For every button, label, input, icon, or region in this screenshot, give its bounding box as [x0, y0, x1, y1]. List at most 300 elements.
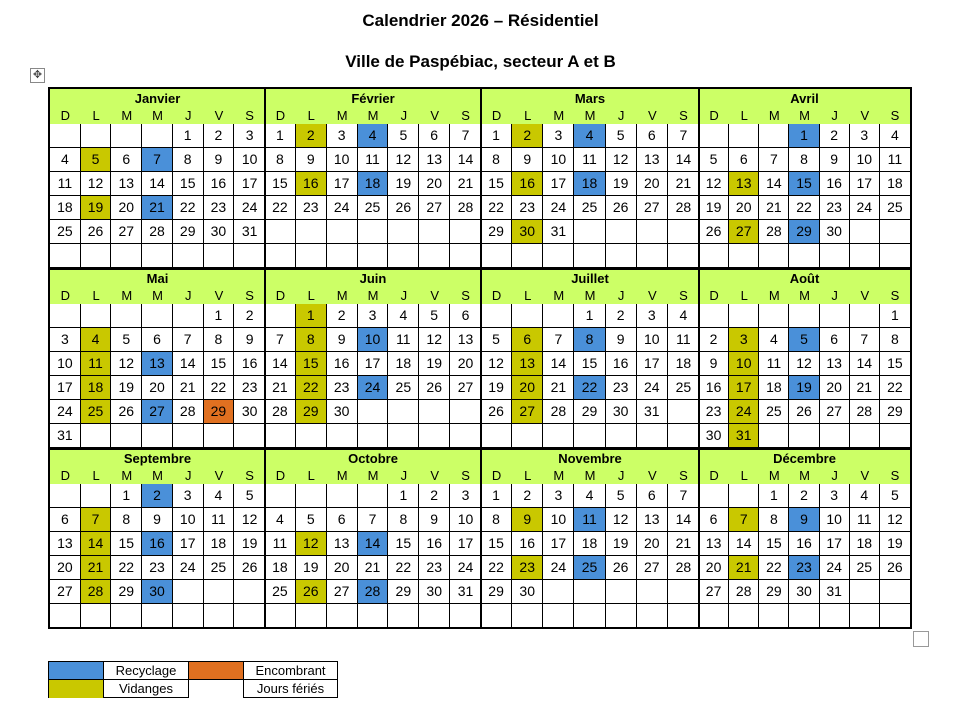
- day-cell: 1: [388, 484, 419, 508]
- weekday-header: L: [740, 468, 748, 483]
- month-juin: [265, 269, 481, 448]
- day-cell: 16: [204, 172, 235, 196]
- month-separator: [264, 89, 266, 627]
- day-cell: 10: [234, 148, 265, 172]
- day-cell: 7: [850, 328, 880, 352]
- day-cell: 26: [234, 556, 265, 580]
- day-cell: 9: [204, 148, 235, 172]
- day-cell: 23: [512, 196, 543, 220]
- day-cell: 15: [296, 352, 327, 376]
- day-cell: 9: [699, 352, 729, 376]
- weekday-header: M: [584, 468, 596, 483]
- empty-cell: [388, 424, 419, 448]
- weekday-header: M: [121, 288, 133, 303]
- month-separator: [480, 89, 482, 627]
- day-cell: 2: [296, 124, 327, 148]
- month-name: Décembre: [773, 451, 836, 466]
- day-cell: 30: [419, 580, 450, 604]
- day-cell: 19: [880, 532, 910, 556]
- day-cell: 22: [574, 376, 605, 400]
- weekday-header: J: [617, 288, 625, 303]
- day-cell: 2: [789, 484, 819, 508]
- empty-cell: [880, 580, 910, 604]
- day-cell: 25: [50, 220, 81, 244]
- day-cell: 2: [512, 484, 543, 508]
- day-cell: 12: [481, 352, 512, 376]
- day-cell: 29: [574, 400, 605, 424]
- day-cell: 6: [820, 328, 850, 352]
- month-name: Juillet: [571, 271, 609, 286]
- day-cell: 16: [234, 352, 265, 376]
- month-name: Juin: [359, 271, 387, 286]
- day-cell: 18: [574, 172, 605, 196]
- day-cell: 18: [388, 352, 419, 376]
- day-cell: 8: [481, 508, 512, 532]
- day-cell: 16: [296, 172, 327, 196]
- legend-label-vidanges: Vidanges: [104, 680, 189, 698]
- day-cell: 21: [850, 376, 880, 400]
- day-cell: 21: [358, 556, 389, 580]
- day-cell: 31: [234, 220, 265, 244]
- empty-cell: [880, 604, 910, 628]
- month-header: [481, 89, 699, 124]
- day-cell: 16: [142, 532, 173, 556]
- empty-cell: [759, 304, 789, 328]
- day-cell: 31: [729, 424, 759, 448]
- legend-swatch-encombrant: [189, 662, 244, 680]
- empty-cell: [296, 244, 327, 268]
- month-header: [481, 269, 699, 304]
- day-cell: 24: [543, 196, 574, 220]
- legend-label-feries: Jours fériés: [256, 681, 325, 696]
- empty-cell: [265, 304, 296, 328]
- empty-cell: [358, 244, 389, 268]
- day-cell: 12: [699, 172, 729, 196]
- day-cell: 11: [358, 148, 389, 172]
- weekday-header: J: [831, 468, 838, 483]
- day-cell: 20: [699, 556, 729, 580]
- empty-cell: [668, 220, 699, 244]
- day-cell: 14: [668, 508, 699, 532]
- empty-cell: [880, 244, 910, 268]
- weekday-header: D: [491, 468, 502, 483]
- empty-cell: [606, 424, 637, 448]
- day-cell: 22: [481, 556, 512, 580]
- day-cell: 4: [50, 148, 81, 172]
- day-cell: 26: [111, 400, 142, 424]
- weekday-header: L: [307, 108, 315, 123]
- weekday-header: M: [152, 108, 163, 123]
- empty-cell: [637, 424, 668, 448]
- day-cell: 29: [759, 580, 789, 604]
- day-cell: 13: [729, 172, 759, 196]
- day-cell: 19: [419, 352, 450, 376]
- empty-cell: [50, 304, 81, 328]
- day-cell: 5: [606, 124, 637, 148]
- empty-cell: [729, 124, 759, 148]
- month-name: Janvier: [134, 91, 181, 106]
- day-cell: 11: [574, 508, 605, 532]
- day-cell: 14: [142, 172, 173, 196]
- day-cell: 22: [111, 556, 142, 580]
- empty-cell: [759, 124, 789, 148]
- day-cell: 3: [820, 484, 850, 508]
- day-cell: 12: [296, 532, 327, 556]
- day-cell: 3: [358, 304, 389, 328]
- empty-cell: [419, 604, 450, 628]
- day-cell: 12: [388, 148, 419, 172]
- empty-cell: [606, 220, 637, 244]
- empty-cell: [574, 604, 605, 628]
- empty-cell: [234, 580, 265, 604]
- empty-cell: [668, 400, 699, 424]
- empty-cell: [606, 244, 637, 268]
- empty-cell: [759, 604, 789, 628]
- empty-cell: [759, 244, 789, 268]
- day-cell: 21: [81, 556, 112, 580]
- day-cell: 7: [729, 508, 759, 532]
- weekday-header: S: [245, 468, 254, 483]
- day-cell: 14: [850, 352, 880, 376]
- day-cell: 7: [173, 328, 204, 352]
- empty-cell: [637, 220, 668, 244]
- empty-cell: [173, 424, 204, 448]
- empty-cell: [574, 244, 605, 268]
- weekday-header: S: [890, 288, 900, 303]
- day-cell: 10: [327, 148, 358, 172]
- day-cell: 5: [111, 328, 142, 352]
- empty-cell: [419, 244, 450, 268]
- day-cell: 4: [668, 304, 699, 328]
- day-cell: 2: [512, 124, 543, 148]
- empty-cell: [729, 244, 759, 268]
- day-cell: 5: [789, 328, 819, 352]
- day-cell: 23: [820, 196, 850, 220]
- empty-cell: [111, 124, 142, 148]
- day-cell: 31: [50, 424, 81, 448]
- day-cell: 5: [388, 124, 419, 148]
- empty-cell: [699, 604, 729, 628]
- page-title: Calendrier 2026 – Résidentiel: [362, 11, 599, 30]
- day-cell: 6: [637, 484, 668, 508]
- empty-cell: [388, 604, 419, 628]
- month-novembre: [481, 449, 699, 628]
- day-cell: 6: [450, 304, 481, 328]
- day-cell: 3: [543, 124, 574, 148]
- empty-cell: [296, 220, 327, 244]
- empty-cell: [637, 244, 668, 268]
- weekday-header: L: [307, 468, 315, 483]
- day-cell: 10: [358, 328, 389, 352]
- legend-label-recycling: Recyclage: [104, 662, 189, 680]
- day-cell: 13: [142, 352, 173, 376]
- day-cell: 30: [327, 400, 358, 424]
- weekday-header: V: [860, 108, 870, 123]
- day-cell: 7: [668, 484, 699, 508]
- day-cell: 3: [729, 328, 759, 352]
- empty-cell: [327, 604, 358, 628]
- day-cell: 30: [512, 220, 543, 244]
- empty-cell: [327, 244, 358, 268]
- day-cell: 27: [512, 400, 543, 424]
- day-cell: 6: [729, 148, 759, 172]
- weekday-header: S: [679, 108, 688, 123]
- day-cell: 24: [729, 400, 759, 424]
- day-cell: 26: [789, 400, 819, 424]
- day-cell: 8: [296, 328, 327, 352]
- day-cell: 4: [759, 328, 789, 352]
- day-cell: 3: [850, 124, 880, 148]
- day-cell: 7: [759, 148, 789, 172]
- month-septembre: [50, 449, 265, 628]
- weekday-header: S: [679, 288, 688, 303]
- day-cell: 5: [880, 484, 910, 508]
- month-mai: [50, 269, 265, 448]
- day-cell: 11: [388, 328, 419, 352]
- day-cell: 2: [142, 484, 173, 508]
- empty-cell: [111, 244, 142, 268]
- weekday-header: S: [461, 468, 470, 483]
- empty-cell: [142, 424, 173, 448]
- legend-label-encombrant: Encombrant: [244, 662, 337, 680]
- day-cell: 17: [358, 352, 389, 376]
- day-cell: 3: [450, 484, 481, 508]
- day-cell: 15: [388, 532, 419, 556]
- empty-cell: [265, 484, 296, 508]
- day-cell: 3: [234, 124, 265, 148]
- empty-cell: [481, 424, 512, 448]
- empty-cell: [50, 244, 81, 268]
- day-cell: 28: [358, 580, 389, 604]
- day-cell: 5: [606, 484, 637, 508]
- empty-cell: [173, 580, 204, 604]
- day-cell: 17: [820, 532, 850, 556]
- empty-cell: [789, 604, 819, 628]
- day-cell: 7: [358, 508, 389, 532]
- day-cell: 1: [481, 484, 512, 508]
- day-cell: 22: [481, 196, 512, 220]
- weekday-header: V: [860, 288, 870, 303]
- day-cell: 1: [481, 124, 512, 148]
- weekday-header: M: [121, 468, 133, 483]
- day-cell: 20: [142, 376, 173, 400]
- empty-cell: [481, 604, 512, 628]
- legend: [48, 661, 338, 698]
- day-cell: 8: [574, 328, 605, 352]
- day-cell: 31: [543, 220, 574, 244]
- month-header: [699, 449, 910, 484]
- day-cell: 26: [699, 220, 729, 244]
- day-cell: 26: [880, 556, 910, 580]
- empty-cell: [450, 604, 481, 628]
- empty-cell: [543, 424, 574, 448]
- empty-cell: [729, 604, 759, 628]
- weekday-header: L: [524, 468, 532, 483]
- day-cell: 11: [574, 148, 605, 172]
- day-cell: 2: [606, 304, 637, 328]
- weekday-header: J: [831, 288, 838, 303]
- day-cell: 23: [512, 556, 543, 580]
- weekday-header: D: [709, 468, 719, 483]
- day-cell: 20: [419, 172, 450, 196]
- weekday-header: M: [768, 288, 780, 303]
- empty-cell: [419, 220, 450, 244]
- day-cell: 23: [142, 556, 173, 580]
- empty-cell: [481, 304, 512, 328]
- empty-cell: [574, 424, 605, 448]
- day-cell: 2: [204, 124, 235, 148]
- day-cell: 9: [512, 508, 543, 532]
- day-cell: 3: [50, 328, 81, 352]
- day-cell: 4: [204, 484, 235, 508]
- empty-cell: [234, 244, 265, 268]
- empty-cell: [358, 400, 389, 424]
- empty-cell: [512, 604, 543, 628]
- day-cell: 18: [574, 532, 605, 556]
- day-cell: 11: [759, 352, 789, 376]
- day-cell: 18: [880, 172, 910, 196]
- day-cell: 21: [450, 172, 481, 196]
- day-cell: 12: [789, 352, 819, 376]
- weekday-header: M: [121, 108, 133, 123]
- day-cell: 16: [512, 532, 543, 556]
- day-cell: 14: [173, 352, 204, 376]
- empty-cell: [296, 484, 327, 508]
- weekday-header: M: [768, 108, 780, 123]
- day-cell: 17: [543, 532, 574, 556]
- day-cell: 6: [111, 148, 142, 172]
- day-cell: 14: [81, 532, 112, 556]
- day-cell: 26: [388, 196, 419, 220]
- day-cell: 1: [296, 304, 327, 328]
- day-cell: 3: [543, 484, 574, 508]
- month-decembre: [699, 449, 910, 628]
- day-cell: 17: [850, 172, 880, 196]
- weekday-header: L: [740, 288, 748, 303]
- table-resize-handle[interactable]: [913, 631, 929, 647]
- day-cell: 28: [450, 196, 481, 220]
- day-cell: 10: [173, 508, 204, 532]
- day-cell: 23: [419, 556, 450, 580]
- empty-cell: [388, 244, 419, 268]
- day-cell: 13: [512, 352, 543, 376]
- month-name: Février: [351, 91, 395, 106]
- day-cell: 11: [81, 352, 112, 376]
- month-juillet: [481, 269, 699, 448]
- day-cell: 13: [450, 328, 481, 352]
- day-cell: 12: [606, 508, 637, 532]
- weekday-header: V: [214, 288, 224, 303]
- empty-cell: [111, 424, 142, 448]
- day-cell: 6: [512, 328, 543, 352]
- empty-cell: [388, 400, 419, 424]
- month-fevrier: [265, 89, 481, 268]
- day-cell: 14: [450, 148, 481, 172]
- day-cell: 24: [327, 196, 358, 220]
- calendar-table: [48, 87, 912, 629]
- weekday-header: M: [584, 108, 596, 123]
- month-aout: [699, 269, 910, 448]
- day-cell: 2: [327, 304, 358, 328]
- empty-cell: [142, 124, 173, 148]
- empty-cell: [880, 424, 910, 448]
- empty-cell: [789, 304, 819, 328]
- day-cell: 25: [204, 556, 235, 580]
- day-cell: 4: [850, 484, 880, 508]
- day-cell: 22: [388, 556, 419, 580]
- day-cell: 6: [327, 508, 358, 532]
- day-cell: 15: [880, 352, 910, 376]
- empty-cell: [481, 244, 512, 268]
- empty-cell: [637, 604, 668, 628]
- day-cell: 21: [173, 376, 204, 400]
- day-cell: 16: [512, 172, 543, 196]
- day-cell: 9: [296, 148, 327, 172]
- day-cell: 8: [111, 508, 142, 532]
- empty-cell: [450, 400, 481, 424]
- table-move-handle-icon[interactable]: ✥: [30, 68, 45, 83]
- month-name: Mars: [574, 91, 606, 106]
- day-cell: 5: [699, 148, 729, 172]
- empty-cell: [327, 484, 358, 508]
- day-cell: 24: [637, 376, 668, 400]
- day-cell: 8: [265, 148, 296, 172]
- day-cell: 30: [512, 580, 543, 604]
- empty-cell: [358, 604, 389, 628]
- day-cell: 6: [142, 328, 173, 352]
- day-cell: 2: [234, 304, 265, 328]
- weekday-header: M: [553, 108, 565, 123]
- empty-cell: [729, 484, 759, 508]
- month-header: [265, 449, 481, 484]
- day-cell: 10: [637, 328, 668, 352]
- day-cell: 26: [419, 376, 450, 400]
- day-cell: 15: [204, 352, 235, 376]
- day-cell: 9: [820, 148, 850, 172]
- empty-cell: [450, 424, 481, 448]
- day-cell: 10: [729, 352, 759, 376]
- day-cell: 13: [419, 148, 450, 172]
- day-cell: 19: [296, 556, 327, 580]
- empty-cell: [81, 604, 112, 628]
- weekday-header: L: [524, 108, 532, 123]
- empty-cell: [850, 580, 880, 604]
- weekday-header: M: [799, 108, 810, 123]
- empty-cell: [880, 220, 910, 244]
- day-cell: 11: [668, 328, 699, 352]
- weekday-header: M: [336, 108, 348, 123]
- weekday-header: M: [768, 468, 780, 483]
- day-cell: 24: [543, 556, 574, 580]
- empty-cell: [296, 424, 327, 448]
- day-cell: 8: [173, 148, 204, 172]
- day-cell: 20: [729, 196, 759, 220]
- weekday-header: V: [430, 288, 440, 303]
- weekday-header: M: [152, 468, 163, 483]
- day-cell: 14: [358, 532, 389, 556]
- empty-cell: [142, 604, 173, 628]
- day-cell: 21: [142, 196, 173, 220]
- weekday-header: V: [214, 468, 224, 483]
- empty-cell: [50, 484, 81, 508]
- day-cell: 10: [50, 352, 81, 376]
- day-cell: 29: [204, 400, 235, 424]
- day-cell: 25: [574, 196, 605, 220]
- day-cell: 27: [637, 556, 668, 580]
- empty-cell: [50, 124, 81, 148]
- empty-cell: [234, 424, 265, 448]
- day-cell: 13: [327, 532, 358, 556]
